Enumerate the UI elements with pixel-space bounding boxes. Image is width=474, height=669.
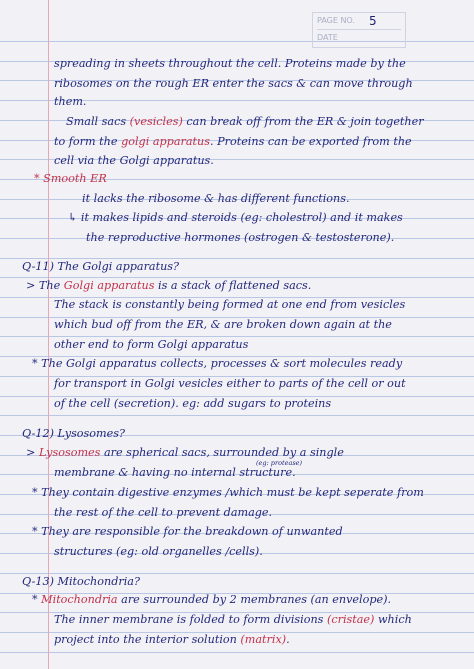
note-line: [68, 211, 403, 224]
note-text: . Proteins can be exported from the: [209, 135, 412, 148]
note-line: [22, 260, 179, 273]
highlighted-term: Golgi apparatus: [63, 279, 155, 292]
note-line: [26, 279, 311, 292]
note-line: [54, 318, 392, 331]
note-text: The stack is constantly being formed at one end from vesicles: [54, 298, 406, 311]
note-line: [22, 575, 140, 588]
margin-line: [48, 0, 49, 669]
note-line: [54, 77, 413, 90]
rule-line: [0, 258, 474, 259]
date-row: [317, 30, 401, 46]
note-line: [54, 135, 412, 148]
note-text: project into the interior solution: [54, 633, 241, 646]
note-text: other end to form Golgi apparatus: [54, 338, 249, 351]
note-text: Q-13) Mitochondria?: [22, 575, 140, 588]
note-line: [54, 397, 331, 410]
note-text: structures (eg: old organelles /cells).: [54, 545, 263, 558]
note-text: * They are responsible for the breakdown of unwanted: [32, 525, 343, 538]
note-text: are surrounded by 2 membranes (an envelope).: [117, 593, 392, 606]
note-text: >: [26, 446, 39, 459]
note-line: [54, 298, 405, 311]
note-line: [82, 192, 350, 205]
note-line: [32, 357, 402, 370]
page-number: 5: [369, 14, 377, 28]
rule-line: [0, 652, 474, 653]
page-number-label: PAGE NO.: [317, 16, 355, 25]
rule-line: [0, 573, 474, 574]
note-line: [26, 446, 344, 459]
note-text: > The: [26, 279, 64, 292]
note-text: Small sacs: [66, 115, 130, 128]
note-text: to form the: [54, 135, 122, 148]
highlighted-term: Mitochondria: [41, 593, 118, 606]
note-line: [54, 545, 263, 558]
note-line: [54, 506, 272, 519]
highlighted-term: * Smooth ER: [34, 172, 107, 185]
note-text: Q-12) Lysosomes?: [22, 427, 125, 440]
page-date-box: [312, 12, 406, 48]
note-text: of the cell (secretion). eg: add sugars to proteins: [54, 397, 332, 410]
note-line: [22, 427, 125, 440]
note-text: Q-11) The Golgi apparatus?: [22, 260, 180, 273]
note-text: membrane & having no internal structure.: [54, 466, 296, 479]
note-line: [54, 377, 406, 390]
note-line: [66, 115, 424, 128]
page-number-row: [317, 13, 401, 30]
enzyme-example-annotation: (eg: protease): [256, 459, 303, 467]
highlighted-term: (matrix): [240, 633, 287, 646]
highlighted-term: (vesicles): [129, 115, 183, 128]
note-text: The inner membrane is folded to form divisions: [54, 613, 327, 626]
note-text: the rest of the cell to prevent damage.: [54, 506, 273, 519]
note-line: [32, 486, 424, 499]
note-line: [32, 593, 391, 606]
note-text: for transport in Golgi vesicles either to parts of the cell or out: [54, 377, 406, 390]
note-line: [54, 613, 412, 626]
note-text: .: [286, 633, 290, 646]
note-line: [54, 466, 296, 479]
highlighted-term: (cristae): [326, 613, 375, 626]
note-text: ↳ it makes lipids and steroids (eg: cholestrol) and it makes: [68, 211, 403, 224]
note-text: are spherical sacs, surrounded by a single: [100, 446, 344, 459]
note-text: *: [32, 593, 42, 606]
note-line: [54, 57, 406, 70]
note-line: [54, 633, 290, 646]
note-text: * They contain digestive enzymes /which must be kept seperate from: [32, 486, 424, 499]
rule-line: [0, 277, 474, 278]
rule-line: [0, 336, 474, 337]
note-line: [54, 95, 87, 108]
note-text: which: [374, 613, 412, 626]
rule-line: [0, 415, 474, 416]
note-line: [34, 172, 107, 185]
highlighted-term: Lysosomes: [38, 446, 101, 459]
date-label: DATE: [317, 33, 338, 42]
note-text: spreading in sheets throughout the cell. Proteins made by the: [54, 57, 406, 70]
note-text: them.: [54, 95, 87, 108]
note-text: cell via the Golgi apparatus.: [54, 154, 214, 167]
note-text: * The Golgi apparatus collects, processes & sort molecules ready: [32, 357, 403, 370]
note-text: it lacks the ribosome & has different functions.: [82, 192, 350, 205]
note-line: [54, 338, 248, 351]
note-line: [54, 154, 214, 167]
note-text: can break off from the ER & join together: [182, 115, 424, 128]
highlighted-term: golgi apparatus: [121, 135, 210, 148]
note-text: which bud off from the ER, & are broken down again at the: [54, 318, 392, 331]
note-line: [86, 231, 394, 244]
note-text: ribosomes on the rough ER enter the sacs & can move through: [54, 77, 413, 90]
note-line: [32, 525, 343, 538]
note-text: the reproductive hormones (ostrogen & testosterone).: [86, 231, 395, 244]
note-text: is a stack of flattened sacs.: [154, 279, 312, 292]
